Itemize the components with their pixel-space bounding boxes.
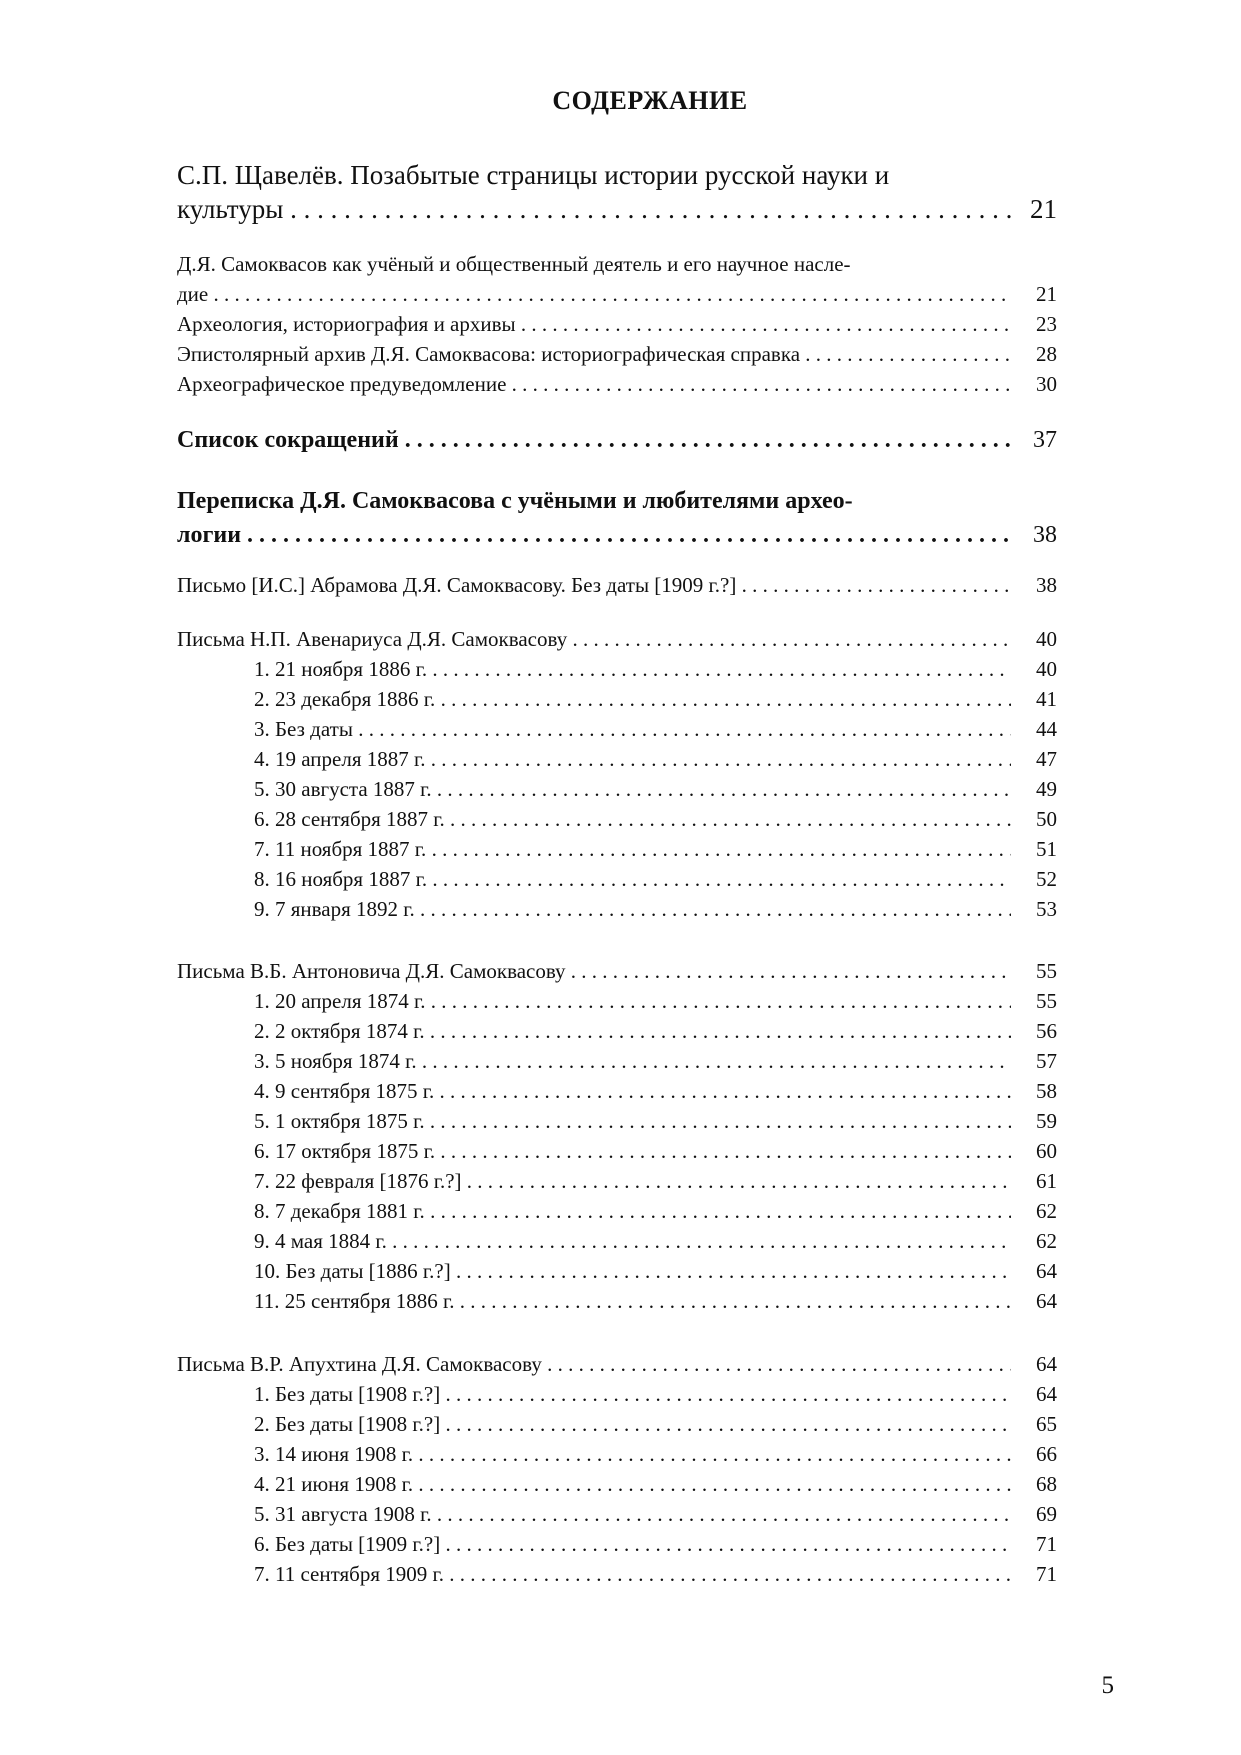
toc-page-number: 49 bbox=[1036, 777, 1057, 801]
toc-letter-item[interactable] bbox=[177, 986, 1057, 1016]
toc-letter-item[interactable] bbox=[177, 684, 1057, 714]
dot-leader bbox=[426, 744, 1012, 774]
toc-group-heading[interactable] bbox=[177, 624, 1057, 654]
dot-leader bbox=[417, 1046, 1011, 1076]
toc-entry-label: Эпистолярный архив Д.Я. Самоквасова: историографическая справка bbox=[177, 342, 801, 366]
dot-leader bbox=[426, 986, 1012, 1016]
toc-page-number: 64 bbox=[1036, 1289, 1057, 1313]
toc-entry-label-line2: культуры bbox=[177, 194, 284, 224]
page-title: СОДЕРЖАНИЕ bbox=[552, 86, 748, 115]
toc-page-number: 69 bbox=[1036, 1502, 1057, 1526]
toc-page-number: 62 bbox=[1036, 1199, 1057, 1223]
toc-page-number: 21 bbox=[1030, 194, 1057, 224]
toc-entry-label: Письма Н.П. Авенариуса Д.Я. Самоквасову bbox=[177, 627, 568, 651]
toc-letter-item[interactable] bbox=[177, 1439, 1057, 1469]
toc-letter-item[interactable] bbox=[177, 1106, 1057, 1136]
dot-leader bbox=[353, 714, 1011, 744]
toc-entry-label: 10. Без даты [1886 г.?] bbox=[254, 1259, 451, 1283]
dot-leader bbox=[567, 624, 1011, 654]
toc-letter-item[interactable] bbox=[177, 894, 1057, 924]
toc-letter-item[interactable] bbox=[177, 1469, 1057, 1499]
dot-leader bbox=[426, 834, 1011, 864]
toc-page-number: 40 bbox=[1036, 657, 1057, 681]
toc-entry-intro[interactable] bbox=[177, 158, 1057, 226]
toc-letter-item[interactable] bbox=[177, 744, 1057, 774]
toc-letter-item[interactable] bbox=[177, 804, 1057, 834]
toc-letter-item[interactable] bbox=[177, 1016, 1057, 1046]
toc-letter-item[interactable] bbox=[177, 1256, 1057, 1286]
toc-entry-label: 6. 17 октября 1875 г. bbox=[254, 1139, 436, 1163]
dot-leader bbox=[425, 1196, 1011, 1226]
toc-page-number: 65 bbox=[1036, 1412, 1057, 1436]
toc-entry-label: Археология, историография и архивы bbox=[177, 312, 516, 336]
toc-entry-label: 5. 1 октября 1875 г. bbox=[254, 1109, 425, 1133]
toc-entry-label: 1. 20 апреля 1874 г. bbox=[254, 989, 426, 1013]
toc-entry-label: 5. 31 августа 1908 г. bbox=[254, 1502, 432, 1526]
toc-page-number: 64 bbox=[1036, 1382, 1057, 1406]
toc-page-number: 68 bbox=[1036, 1472, 1057, 1496]
toc-page-number: 55 bbox=[1036, 959, 1057, 983]
toc-letter-item[interactable] bbox=[177, 1286, 1057, 1316]
dot-leader bbox=[566, 956, 1011, 986]
toc-letter-item[interactable] bbox=[177, 1226, 1057, 1256]
toc-entry-label: 9. 4 мая 1884 г. bbox=[254, 1229, 387, 1253]
toc-entry-label-line1: Д.Я. Самоквасов как учёный и общественный деятель и его научное насле- bbox=[177, 252, 851, 276]
dot-leader bbox=[399, 423, 1011, 457]
toc-letter-item[interactable] bbox=[177, 1136, 1057, 1166]
toc-group-apukhtin bbox=[177, 1349, 1057, 1589]
toc-entry-label: 3. 5 ноября 1874 г. bbox=[254, 1049, 417, 1073]
toc-entry-label: 3. Без даты bbox=[254, 717, 353, 741]
toc-page-number: 51 bbox=[1036, 837, 1057, 861]
toc-page-number: 47 bbox=[1036, 747, 1057, 771]
toc-entry-section[interactable] bbox=[177, 339, 1057, 369]
toc-page-number: 40 bbox=[1036, 627, 1057, 651]
toc-page-number: 38 bbox=[1033, 522, 1057, 548]
toc-entry-label: 2. 23 декабря 1886 г. bbox=[254, 687, 436, 711]
dot-leader bbox=[432, 1499, 1011, 1529]
dot-leader bbox=[425, 1106, 1011, 1136]
toc-page-number: 37 bbox=[1033, 427, 1057, 453]
dot-leader bbox=[387, 1226, 1011, 1256]
dot-leader bbox=[415, 894, 1011, 924]
toc-group-heading[interactable] bbox=[177, 570, 1057, 600]
toc-page-number: 61 bbox=[1036, 1169, 1057, 1193]
toc-page-number: 53 bbox=[1036, 897, 1057, 921]
toc-page-number: 44 bbox=[1036, 717, 1057, 741]
toc-page-number: 71 bbox=[1036, 1532, 1057, 1556]
toc-page-number: 59 bbox=[1036, 1109, 1057, 1133]
toc-page-number: 23 bbox=[1036, 312, 1057, 336]
toc-letter-item[interactable] bbox=[177, 1046, 1057, 1076]
toc-entry-label: 1. 21 ноября 1886 г. bbox=[254, 657, 428, 681]
toc-entry-label: 11. 25 сентября 1886 г. bbox=[254, 1289, 455, 1313]
dot-leader bbox=[435, 1136, 1011, 1166]
dot-leader bbox=[440, 1379, 1011, 1409]
toc-group-heading[interactable] bbox=[177, 956, 1057, 986]
toc-group-heading[interactable] bbox=[177, 1349, 1057, 1379]
toc-page-number: 66 bbox=[1036, 1442, 1057, 1466]
toc-entry-label: Письма В.Б. Антоновича Д.Я. Самоквасову bbox=[177, 959, 566, 983]
toc-page-number: 28 bbox=[1036, 342, 1057, 366]
toc-page-number: 52 bbox=[1036, 867, 1057, 891]
toc-page-number: 60 bbox=[1036, 1139, 1057, 1163]
toc-page-number: 57 bbox=[1036, 1049, 1057, 1073]
toc-entry-abbreviations[interactable] bbox=[177, 423, 1057, 457]
toc-entry-label: Археографическое предуведомление bbox=[177, 372, 507, 396]
toc-page-number: 64 bbox=[1036, 1259, 1057, 1283]
dot-leader bbox=[455, 1286, 1011, 1316]
toc-entry-label: 5. 30 августа 1887 г. bbox=[254, 777, 432, 801]
toc-entry-label: 6. Без даты [1909 г.?] bbox=[254, 1532, 441, 1556]
dot-leader bbox=[462, 1166, 1011, 1196]
dot-leader bbox=[427, 654, 1011, 684]
toc-entry-label: 9. 7 января 1892 г. bbox=[254, 897, 415, 921]
toc-page-number: 56 bbox=[1036, 1019, 1057, 1043]
toc-entry-label: Список сокращений bbox=[177, 427, 399, 453]
dot-leader bbox=[208, 279, 1011, 309]
toc-entry-label-line1: Переписка Д.Я. Самоквасова с учёными и любителями архео- bbox=[177, 488, 853, 514]
dot-leader bbox=[444, 1559, 1011, 1589]
toc-letter-item[interactable] bbox=[177, 1529, 1057, 1559]
dot-leader bbox=[413, 1439, 1011, 1469]
toc-page-number: 58 bbox=[1036, 1079, 1057, 1103]
toc-page-number: 30 bbox=[1036, 372, 1057, 396]
toc-entry-label: 4. 19 апреля 1887 г. bbox=[254, 747, 426, 771]
dot-leader bbox=[542, 1349, 1011, 1379]
toc-entry-section[interactable] bbox=[177, 369, 1057, 399]
dot-leader bbox=[434, 1076, 1011, 1106]
toc-letter-item[interactable] bbox=[177, 1409, 1057, 1439]
toc-letter-item[interactable] bbox=[177, 1499, 1057, 1529]
dot-leader bbox=[440, 1409, 1011, 1439]
toc-entry-label-line2: дие bbox=[177, 282, 209, 306]
dot-leader bbox=[506, 369, 1011, 399]
toc-entry-label: 6. 28 сентября 1887 г. bbox=[254, 807, 445, 831]
dot-leader bbox=[413, 1469, 1011, 1499]
toc-page-number: 21 bbox=[1036, 282, 1057, 306]
toc-page-number: 71 bbox=[1036, 1562, 1057, 1586]
toc-letter-item[interactable] bbox=[177, 1379, 1057, 1409]
toc-page-number: 62 bbox=[1036, 1229, 1057, 1253]
toc-entry-label: 7. 11 ноября 1887 г. bbox=[254, 837, 427, 861]
dot-leader bbox=[736, 570, 1011, 600]
toc-letter-item[interactable] bbox=[177, 1196, 1057, 1226]
toc-entry-label: 2. 2 октября 1874 г. bbox=[254, 1019, 425, 1043]
toc-entry-section[interactable] bbox=[177, 249, 1057, 309]
toc-group-abramov bbox=[177, 570, 1057, 600]
toc-letter-item[interactable] bbox=[177, 1559, 1057, 1589]
dot-leader bbox=[432, 774, 1011, 804]
toc-entry-label: 3. 14 июня 1908 г. bbox=[254, 1442, 414, 1466]
toc-entry-label: 8. 7 декабря 1881 г. bbox=[254, 1199, 425, 1223]
toc-letter-item[interactable] bbox=[177, 714, 1057, 744]
toc-group-antonovich bbox=[177, 956, 1057, 1316]
dot-leader bbox=[435, 684, 1011, 714]
toc-page-number: 55 bbox=[1036, 989, 1057, 1013]
dot-leader bbox=[451, 1256, 1011, 1286]
toc-entry-label: 7. 22 февраля [1876 г.?] bbox=[254, 1169, 462, 1193]
toc-entry-label-line1: С.П. Щавелёв. Позабытые страницы истории русской науки и bbox=[177, 160, 890, 190]
toc-letter-item[interactable] bbox=[177, 774, 1057, 804]
toc-group-avenarius bbox=[177, 624, 1057, 924]
toc-entry-label: Письмо [И.С.] Абрамова Д.Я. Самоквасову. Без даты [1909 г.?] bbox=[177, 573, 737, 597]
toc-letter-item[interactable] bbox=[177, 864, 1057, 894]
toc-entry-label: 4. 21 июня 1908 г. bbox=[254, 1472, 414, 1496]
dot-leader bbox=[440, 1529, 1011, 1559]
dot-leader bbox=[445, 804, 1011, 834]
toc-entry-label: 8. 16 ноября 1887 г. bbox=[254, 867, 428, 891]
page-number: 5 bbox=[1101, 1672, 1114, 1699]
toc-page-number: 38 bbox=[1036, 573, 1057, 597]
dot-leader bbox=[283, 192, 1011, 226]
dot-leader bbox=[241, 518, 1011, 552]
dot-leader bbox=[425, 1016, 1011, 1046]
toc-page-number: 50 bbox=[1036, 807, 1057, 831]
toc-entry-label-line2: логии bbox=[177, 522, 242, 548]
toc-page-number: 64 bbox=[1036, 1352, 1057, 1376]
dot-leader bbox=[427, 864, 1011, 894]
toc-page-number: 41 bbox=[1036, 687, 1057, 711]
toc-entry-label: 7. 11 сентября 1909 г. bbox=[254, 1562, 445, 1586]
toc-letter-item[interactable] bbox=[177, 834, 1057, 864]
toc-letter-item[interactable] bbox=[177, 654, 1057, 684]
toc-entry-label: Письма В.Р. Апухтина Д.Я. Самоквасову bbox=[177, 1352, 542, 1376]
toc-letter-item[interactable] bbox=[177, 1166, 1057, 1196]
dot-leader bbox=[516, 309, 1011, 339]
toc-entry-section[interactable] bbox=[177, 309, 1057, 339]
toc-letter-item[interactable] bbox=[177, 1076, 1057, 1106]
toc-entry-label: 4. 9 сентября 1875 г. bbox=[254, 1079, 435, 1103]
toc-entry-label: 2. Без даты [1908 г.?] bbox=[254, 1412, 441, 1436]
toc-entry-correspondence[interactable] bbox=[177, 484, 1057, 552]
toc-entry-label: 1. Без даты [1908 г.?] bbox=[254, 1382, 441, 1406]
dot-leader bbox=[800, 339, 1011, 369]
